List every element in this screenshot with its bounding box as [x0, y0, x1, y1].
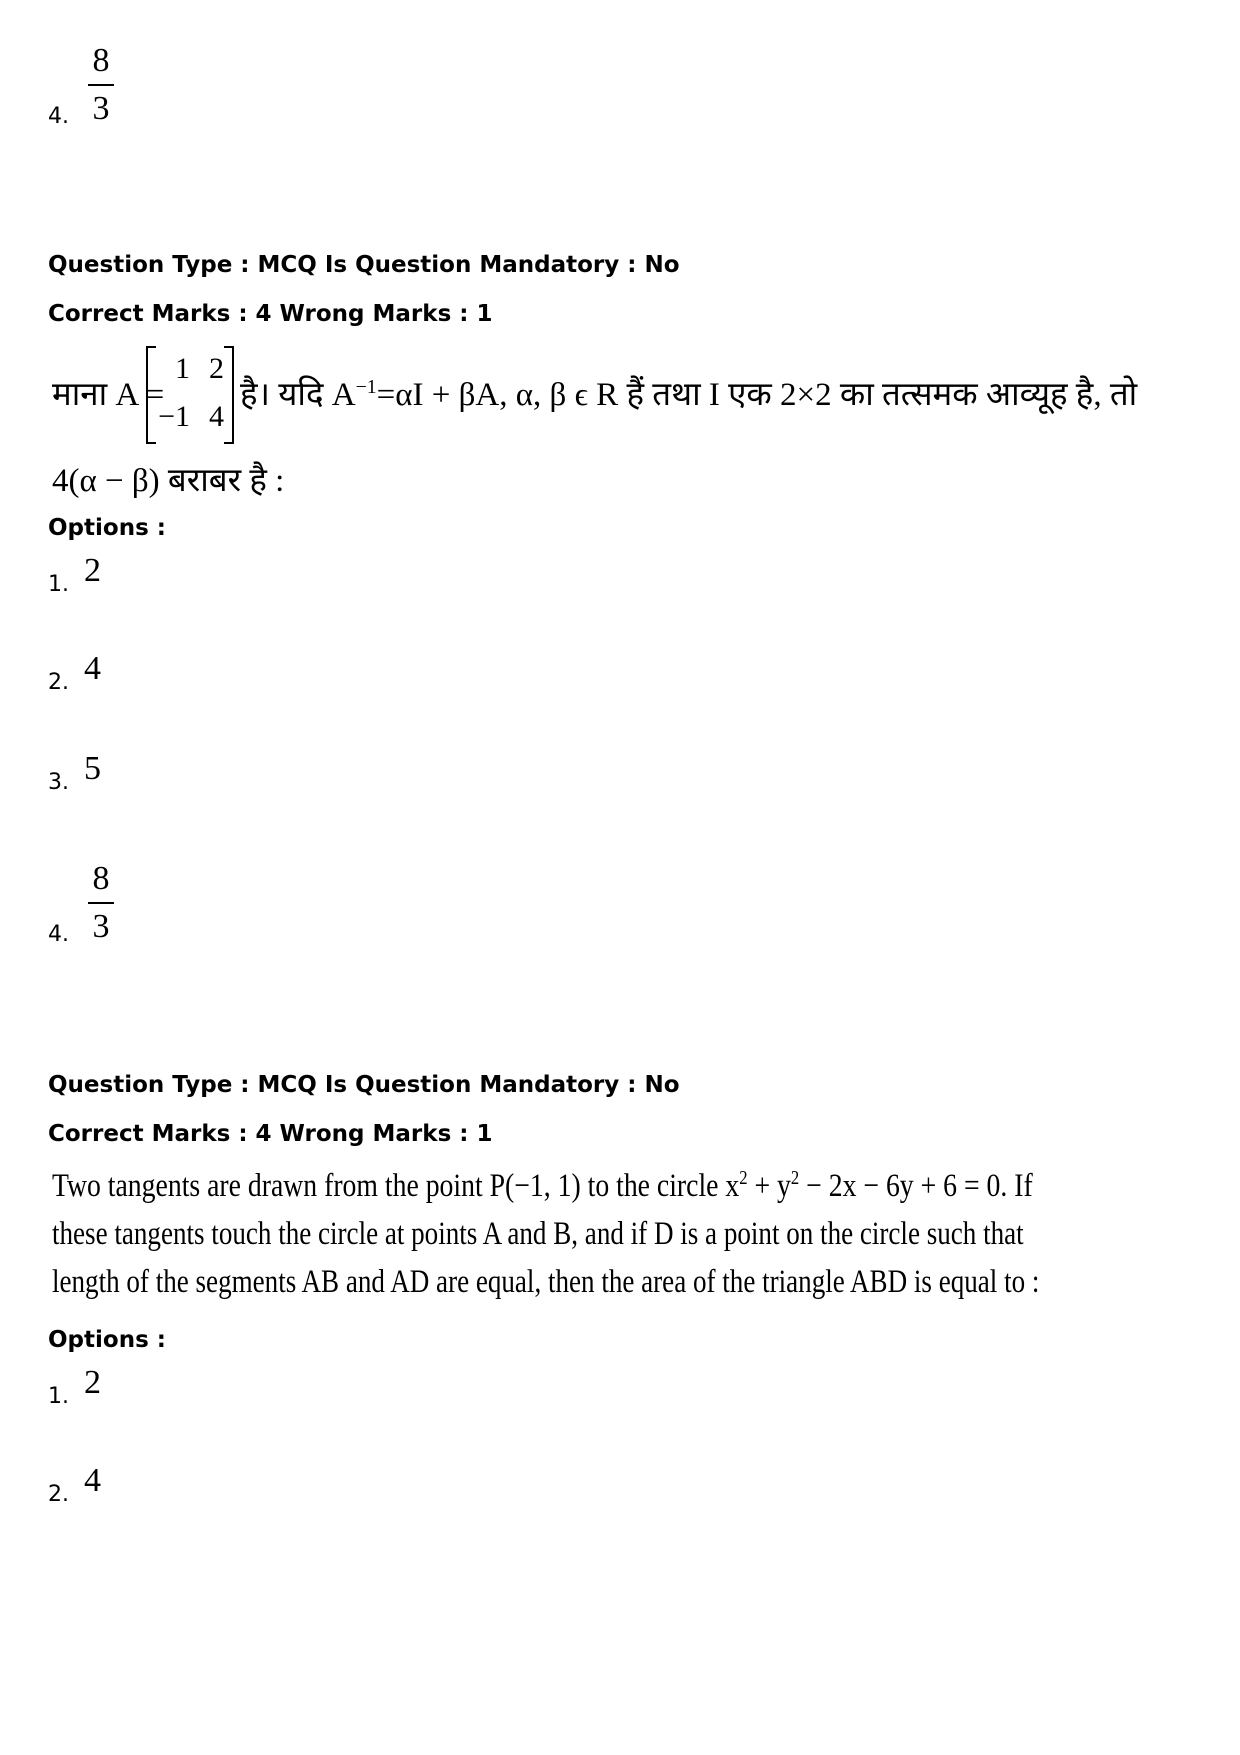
option-value: 4	[84, 1462, 101, 1499]
matrix-a12: 2	[209, 352, 224, 385]
q2-line1-a: Two tangents are drawn from the point P(−1, 1) to the circle x	[52, 1168, 740, 1204]
q1-line1-prefix: माना A =	[52, 377, 165, 413]
q2-line1	[52, 1168, 1033, 1205]
fraction-numerator: 8	[92, 42, 110, 79]
matrix-a22: 4	[209, 400, 224, 433]
top-option-number: 4.	[48, 104, 69, 129]
q1-question-type: Question Type : MCQ Is Question Mandatory : No	[48, 252, 680, 278]
matrix-a21: −1	[158, 400, 190, 433]
option-number: 4.	[48, 922, 69, 947]
fraction-bar	[88, 84, 114, 86]
option-value: 4	[84, 650, 101, 687]
q1-matrix	[146, 346, 234, 444]
fraction-numerator: 8	[92, 860, 110, 897]
option-value: 5	[84, 750, 101, 787]
fraction-bar	[88, 902, 114, 904]
q2-line3: length of the segments AB and AD are equal, then the area of the triangle ABD is equal to :	[52, 1264, 1040, 1300]
option-number: 3.	[48, 770, 69, 795]
fraction-denominator: 3	[92, 908, 110, 945]
option-fraction	[88, 862, 114, 944]
fraction-denominator: 3	[92, 90, 110, 127]
q2-line1-sup1: 2	[739, 1167, 748, 1189]
q1-line1-suffix: =αI + βA, α, β ϵ R हैं तथा I एक 2×2 का तत्समक आव्यूह है, तो	[376, 377, 1138, 413]
q2-line1-sup2: 2	[790, 1167, 800, 1189]
q1-line1-mid: है। यदि A	[240, 377, 356, 413]
q2-options-label: Options :	[48, 1327, 166, 1353]
q1-options-label: Options :	[48, 515, 166, 541]
top-option-fraction	[88, 44, 114, 126]
option-number: 1.	[48, 1384, 69, 1409]
q2-question-type: Question Type : MCQ Is Question Mandatory : No	[48, 1072, 680, 1098]
q1-line1-rest	[240, 370, 1137, 415]
q1-line2: 4(α − β) बराबर है :	[52, 463, 285, 499]
option-value: 2	[84, 1364, 101, 1401]
q2-line1-b: + y	[747, 1168, 791, 1204]
option-number: 2.	[48, 670, 69, 695]
q2-line2: these tangents touch the circle at points A and B, and if D is a point on the circle such that	[52, 1216, 1024, 1252]
option-number: 2.	[48, 1482, 69, 1507]
q1-marks: Correct Marks : 4 Wrong Marks : 1	[48, 301, 493, 327]
q1-line1-sup: −1	[355, 376, 377, 398]
option-number: 1.	[48, 572, 69, 597]
matrix-a11: 1	[175, 352, 190, 385]
option-value: 2	[84, 552, 101, 589]
q2-marks: Correct Marks : 4 Wrong Marks : 1	[48, 1121, 493, 1147]
q2-line1-c: − 2x − 6y + 6 = 0. If	[799, 1168, 1033, 1204]
